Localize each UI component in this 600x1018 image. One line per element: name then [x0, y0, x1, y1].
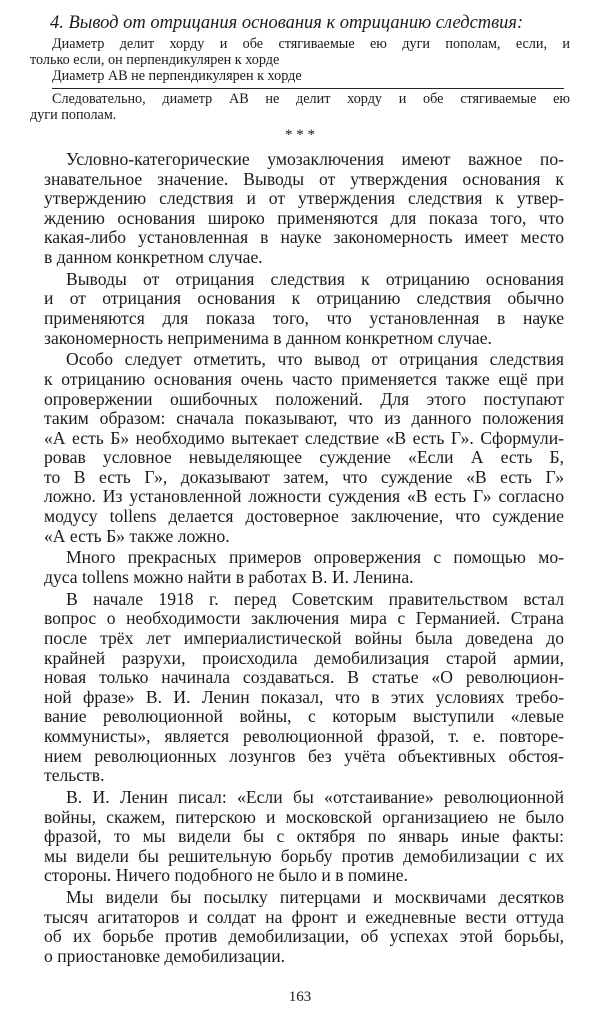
text-line: то В есть Г», доказывают затем, что суждение «В есть Г» [44, 466, 564, 487]
text-line: нием революционных лозунгов без учёта объективных обстоя- [44, 745, 564, 766]
text-line: вание революционной войны, с которым выступили «левые [44, 706, 564, 727]
conclusion-line: дуги пополам. [30, 107, 117, 123]
text-line: коммунисты», является революционной фразой, т. е. повторе- [44, 725, 564, 746]
text-line: применяются для показа того, что установленная в науке [44, 307, 564, 328]
text-line: дуса tollens можно найти в работах В. И. Ленина. [44, 567, 414, 588]
body-text [44, 150, 564, 969]
syllogism-divider [52, 88, 564, 89]
text-line: после трёх лет империалистической войны была доведена до [44, 628, 564, 648]
text-line: и от отрицания основания к отрицанию следствия обычно [44, 288, 564, 309]
conclusion [30, 91, 570, 123]
text-line: В начале 1918 г. перед Советским правительством встал [66, 588, 564, 609]
text-line: модусу tollens делается достоверное заключение, что суждение [44, 506, 564, 527]
text-line: «А есть Б» необходимо вытекает следствие «В есть Г». Сформули- [44, 427, 564, 448]
text-line: об их борьбе против демобилизации, об успехах этой борьбы, [44, 926, 564, 947]
paragraph [44, 270, 564, 348]
premise-major-line: только если, он перпендикулярен к хорде [30, 52, 280, 68]
text-line: В. И. Ленин писал: «Если бы «отстаивание» революционной [66, 786, 564, 807]
text-line: таким образом: сначала показывают, что из данного положения [44, 408, 564, 429]
text-line: о приостановке демобилизации. [44, 945, 286, 966]
text-line: Особо следует отметить, что вывод от отрицания следствия [66, 349, 564, 370]
text-line: Мы видели бы посылку питерцами и москвичами десятков [66, 887, 564, 908]
text-line: ной фразе» В. И. Ленин показал, что в этих условиях требо- [44, 686, 564, 707]
text-line: к отрицанию основания очень часто применяется также ещё при [44, 368, 564, 389]
paragraph [44, 150, 564, 268]
paragraph [44, 788, 564, 886]
section-separator: * * * [285, 127, 315, 143]
text-line: Выводы от отрицания следствия к отрицанию основания [66, 268, 564, 289]
text-line: утверждению следствия и от утверждения следствия к утвер- [44, 188, 564, 209]
text-line: в данном конкретном случае. [44, 246, 263, 267]
premise-minor [30, 68, 570, 84]
paragraph [44, 548, 564, 587]
section-heading: 4. Вывод от отрицания основания к отрицанию следствия: [50, 13, 524, 33]
text-line: новая только начинала создаваться. В статье «О революцион- [44, 667, 564, 688]
premise-minor-line: Диаметр AB не перпендикулярен к хорде [52, 68, 302, 84]
text-line: войны, скажем, питерскою и московской организациею не было [44, 806, 564, 827]
paragraph [44, 590, 564, 786]
text-line: Много прекрасных примеров опровержения с помощью мо- [66, 547, 564, 568]
text-line: тельств. [44, 765, 105, 786]
page-number: 163 [288, 989, 312, 1005]
text-line: какая-либо установленная в науке закономерность имеет место [44, 227, 564, 248]
text-line: ждению основания широко применяются для показа того, что [44, 207, 564, 228]
paragraph [44, 350, 564, 546]
premise-major [30, 36, 570, 68]
premise-major-line: Диаметр делит хорду и обе стягиваемые ею дуги пополам, если, и [52, 36, 570, 52]
text-line: опровержении ошибочных положений. Для этого поступают [44, 388, 564, 409]
text-line: «А есть Б» также ложно. [44, 525, 230, 546]
text-line: стороны. Ничего подобного не было и в помине. [44, 865, 408, 886]
text-line: тысяч агитаторов и солдат на фронт и ежедневные вести оттуда [44, 906, 564, 927]
text-line: ложно. Из установленной ложности суждения «В есть Г» согласно [44, 486, 564, 507]
conclusion-line: Следовательно, диаметр AB не делит хорду и обе стягиваемые ею [52, 91, 570, 107]
text-line: мы видели бы решительную борьбу против демобилизации с их [44, 845, 564, 866]
text-line: ровав условное невыделяющее суждение «Если А есть Б, [44, 447, 564, 468]
text-line: вопрос о необходимости заключения мира с Германией. Страна [44, 608, 564, 629]
text-line: знавательное значение. Выводы от утверждения основания к [44, 168, 564, 189]
text-line: фразой, то мы видели бы с октября по январь иные факты: [44, 826, 564, 847]
paragraph [44, 888, 564, 966]
text-line: закономерность неприменима в данном конкретном случае. [44, 327, 492, 348]
text-line: крайней разрухи, происходила демобилизация старой армии, [44, 647, 564, 668]
text-line: Условно-категорические умозаключения имеют важное по- [66, 149, 564, 169]
